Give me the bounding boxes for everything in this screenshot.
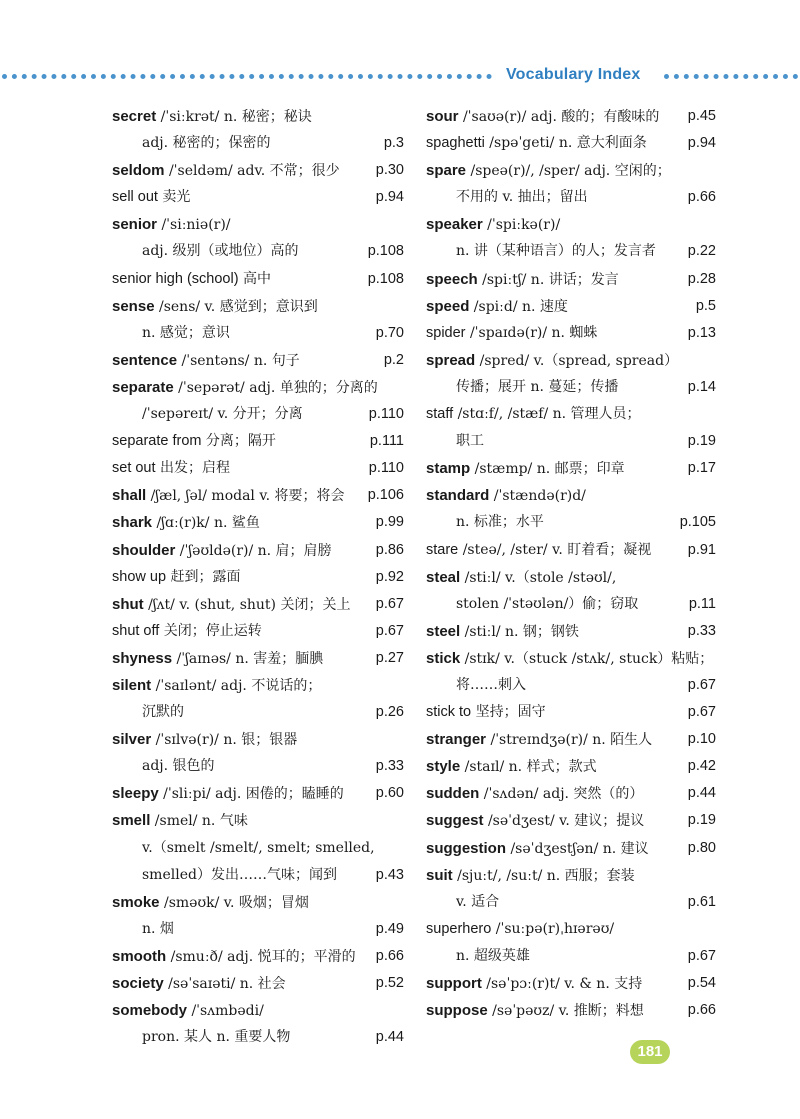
page-reference: p.80 xyxy=(687,839,716,856)
entry-definition: /ʃʌt/ v. (shut, shut) 关闭；关上 xyxy=(143,596,351,613)
entry-definition: /ˈstreɪndʒə(r)/ n. 陌生人 xyxy=(486,732,653,749)
page-number: 181 xyxy=(637,1043,663,1060)
index-entry-line xyxy=(426,753,716,780)
phrase: senior high (school) xyxy=(112,270,239,287)
page-reference: p.66 xyxy=(375,947,404,964)
index-entry-line xyxy=(426,428,716,455)
page-reference: p.26 xyxy=(375,704,404,721)
index-entry-line xyxy=(426,401,716,428)
page-reference: p.42 xyxy=(687,758,716,775)
entry-definition: /ˈsepərət/ adj. 单独的；分离的 xyxy=(173,379,378,396)
phrase: superhero xyxy=(426,920,492,937)
headword: sudden xyxy=(426,785,480,803)
page-reference: p.86 xyxy=(375,541,404,558)
entry-definition: v. 适合 xyxy=(456,893,500,910)
entry-definition: /ˈsɪlvə(r)/ n. 银；银器 xyxy=(151,732,298,749)
entry-definition: 职工 xyxy=(456,433,484,450)
index-entry-line xyxy=(426,211,716,238)
page-reference: p.108 xyxy=(367,243,404,260)
section-header xyxy=(0,66,800,88)
entry-definition: /səˈsaɪəti/ n. 社会 xyxy=(163,976,286,992)
headword: seldom xyxy=(112,162,165,180)
index-entry-line xyxy=(112,293,404,320)
index-entry-line xyxy=(112,1024,404,1051)
headword: steal xyxy=(426,568,461,586)
entry-definition: /ˈsepəreɪt/ v. 分开；分离 xyxy=(142,406,303,423)
headword: speaker xyxy=(426,216,483,234)
index-entry-line xyxy=(426,184,716,211)
page-reference: p.33 xyxy=(375,758,404,775)
index-entry-line xyxy=(426,455,716,482)
index-entry-line xyxy=(112,266,404,293)
page-reference: p.11 xyxy=(688,595,716,612)
index-entry-line xyxy=(112,564,404,591)
phrase: show up xyxy=(112,568,167,585)
headword: smooth xyxy=(112,947,167,965)
page-reference: p.10 xyxy=(687,731,716,748)
entry-definition: adj. 秘密的；保密的 xyxy=(142,135,271,152)
headword: spare xyxy=(426,162,467,180)
page-reference: p.67 xyxy=(687,947,716,964)
headword: shoulder xyxy=(112,541,176,559)
entry-definition: 分离；隔开 xyxy=(201,433,276,450)
headword: standard xyxy=(426,487,490,505)
index-entry-line xyxy=(426,266,716,293)
entry-definition: /speə(r)/, /sper/ adj. 空闲的； xyxy=(466,163,671,180)
entry-definition: /ˈsʌdən/ adj. 突然（的） xyxy=(479,786,644,803)
entry-definition: /sjuːt/, /suːt/ n. 西服；套装 xyxy=(452,867,635,884)
index-entry-line xyxy=(112,835,404,862)
index-entry-line xyxy=(426,807,716,834)
headword: smell xyxy=(112,812,151,830)
page-reference: p.60 xyxy=(375,785,404,802)
entry-definition: 不用的 v. 抽出；留出 xyxy=(456,189,588,206)
headword: senior xyxy=(112,216,158,234)
index-entry-line xyxy=(426,726,716,753)
headword: somebody xyxy=(112,1002,188,1020)
index-entry-line xyxy=(112,211,404,238)
page-reference: p.105 xyxy=(679,514,716,531)
headword: spread xyxy=(426,351,476,369)
page-reference: p.70 xyxy=(375,324,404,341)
entry-definition: /səˈdʒestʃən/ n. 建议 xyxy=(506,840,649,857)
header-title: Vocabulary Index xyxy=(506,66,641,83)
headword: speed xyxy=(426,297,470,315)
entry-definition: smelled）发出……气味；闻到 xyxy=(142,866,337,883)
entry-definition: /stɑːf/, /stæf/ n. 管理人员； xyxy=(453,406,641,423)
index-entry-line xyxy=(426,645,716,672)
entry-definition: 赶到；露面 xyxy=(166,568,241,585)
phrase: stick to xyxy=(426,704,472,721)
page-reference: p.94 xyxy=(375,189,404,206)
entry-definition: /spiːd/ n. 速度 xyxy=(469,298,568,315)
headword: suggestion xyxy=(426,839,507,857)
headword: style xyxy=(426,758,461,776)
index-entry-line xyxy=(112,320,404,347)
index-column-right xyxy=(426,103,716,1024)
index-entry-line xyxy=(426,862,716,889)
index-entry-line xyxy=(112,889,404,916)
phrase: stare xyxy=(426,541,459,558)
page-reference: p.44 xyxy=(375,1029,404,1046)
entry-definition: n. 感觉；意识 xyxy=(142,324,230,341)
entry-definition: /ʃɑː(r)k/ n. 鲨鱼 xyxy=(152,515,260,532)
index-entry-line xyxy=(112,184,404,211)
index-entry-line xyxy=(112,238,404,265)
index-entry-line xyxy=(112,482,404,509)
headword: shark xyxy=(112,514,153,532)
entry-definition: /steə/, /ster/ v. 盯着看；凝视 xyxy=(458,541,652,558)
entry-definition: /ˈsuːpə(r)ˌhɪərəʊ/ xyxy=(491,920,615,937)
index-entry-line xyxy=(426,672,716,699)
entry-definition: 关闭；停止运转 xyxy=(159,622,262,639)
page-reference: p.99 xyxy=(375,514,404,531)
page-reference: p.67 xyxy=(687,676,716,693)
index-entry-line xyxy=(112,401,404,428)
entry-definition: 坚持；固守 xyxy=(471,704,546,721)
entry-definition: n. 烟 xyxy=(142,920,174,937)
headword: suit xyxy=(426,866,453,884)
entry-definition: 将……刺入 xyxy=(456,676,526,693)
headword: speech xyxy=(426,270,478,288)
page-reference: p.92 xyxy=(375,568,404,585)
entry-definition: /spəˈgeti/ n. 意大利面条 xyxy=(484,135,647,152)
page-reference: p.45 xyxy=(687,108,716,124)
headword: stranger xyxy=(426,731,487,749)
index-entry-line xyxy=(426,238,716,265)
headword: society xyxy=(112,975,164,992)
page-reference: p.110 xyxy=(368,406,404,423)
index-entry-line xyxy=(112,807,404,834)
index-entry-line xyxy=(112,997,404,1024)
index-entry-line xyxy=(112,374,404,401)
entry-definition: n. 超级英雄 xyxy=(456,947,530,964)
entry-definition: /səˈpəʊz/ v. 推断；料想 xyxy=(487,1003,644,1020)
headword: steel xyxy=(426,622,461,640)
index-entry-line xyxy=(426,970,716,997)
headword: secret xyxy=(112,108,157,125)
index-entry-line xyxy=(112,130,404,157)
entry-definition: /ˈsiːniə(r)/ xyxy=(157,217,231,234)
index-entry-line xyxy=(426,943,716,970)
index-entry-line xyxy=(112,862,404,889)
entry-definition: 沉默的 xyxy=(142,704,184,721)
entry-definition: /stæmp/ n. 邮票；印章 xyxy=(470,461,625,478)
page-reference: p.17 xyxy=(687,460,716,477)
phrase: shut off xyxy=(112,622,160,639)
entry-definition: stolen /ˈstəʊlən/）偷；窃取 xyxy=(456,595,639,612)
index-entry-line xyxy=(112,455,404,482)
index-entry-line xyxy=(426,916,716,943)
headword: shyness xyxy=(112,649,173,667)
entry-definition: /ˈseldəm/ adv. 不常；很少 xyxy=(164,163,340,180)
index-entry-line xyxy=(426,699,716,726)
entry-definition: /stɪk/ v.（stuck /stʌk/, stuck）粘贴； xyxy=(460,650,714,667)
page-reference: p.66 xyxy=(687,1002,716,1019)
page-reference: p.22 xyxy=(687,243,716,260)
entry-definition: /ˈspaɪdə(r)/ n. 蜘蛛 xyxy=(465,324,598,341)
entry-definition: /stiːl/ n. 钢；钢铁 xyxy=(460,623,579,640)
index-entry-line xyxy=(112,943,404,970)
headword: stamp xyxy=(426,460,471,478)
index-entry-line xyxy=(112,537,404,564)
entry-definition: adj. 级别（或地位）高的 xyxy=(142,243,299,260)
entry-definition: /səˈpɔː(r)t/ v. & n. 支持 xyxy=(481,976,643,992)
entry-definition: n. 讲（某种语言）的人；发言者 xyxy=(456,243,656,260)
index-entry-line xyxy=(112,103,404,130)
page-reference: p.13 xyxy=(687,324,716,341)
page-reference: p.67 xyxy=(375,622,404,639)
page-reference: p.33 xyxy=(687,622,716,639)
index-entry-line xyxy=(426,374,716,401)
index-entry-line xyxy=(112,428,404,455)
phrase: staff xyxy=(426,406,454,423)
phrase: separate from xyxy=(112,433,202,450)
page-reference: p.66 xyxy=(687,189,716,206)
headword: support xyxy=(426,975,482,992)
entry-definition: /sens/ v. 感觉到；意识到 xyxy=(154,298,318,315)
page-reference: p.54 xyxy=(687,975,716,991)
phrase: sell out xyxy=(112,189,158,206)
entry-definition: /səˈdʒest/ v. 建议；提议 xyxy=(483,813,645,830)
index-entry-line xyxy=(426,997,716,1024)
headword: smoke xyxy=(112,893,160,911)
index-entry-line xyxy=(426,618,716,645)
headword: sleepy xyxy=(112,785,159,803)
entry-definition: /ˈsiːkrət/ n. 秘密；秘诀 xyxy=(156,109,312,125)
phrase: set out xyxy=(112,460,156,477)
entry-definition: /stiːl/ v.（stole /stəʊl/, xyxy=(460,569,617,586)
index-entry-line xyxy=(426,130,716,157)
index-entry-line xyxy=(426,591,716,618)
entry-definition: /ʃæl, ʃəl/ modal v. 将要；将会 xyxy=(146,488,345,505)
entry-definition: pron. 某人 n. 重要人物 xyxy=(142,1029,291,1046)
entry-definition: 卖光 xyxy=(157,189,191,206)
headword: sense xyxy=(112,297,155,315)
headword: sour xyxy=(426,108,459,125)
dotted-rule-left xyxy=(2,74,492,79)
index-entry-line xyxy=(112,753,404,780)
index-entry-line xyxy=(426,347,716,374)
page-reference: p.52 xyxy=(375,975,404,991)
entry-definition: /ˈsliːpi/ adj. 困倦的；瞌睡的 xyxy=(158,786,344,803)
index-entry-line xyxy=(112,645,404,672)
entry-definition: /smel/ n. 气味 xyxy=(150,813,248,830)
page-reference: p.27 xyxy=(375,649,404,666)
page-number-badge xyxy=(630,1040,670,1064)
entry-definition: /ˈsentəns/ n. 句子 xyxy=(177,352,300,369)
index-entry-line xyxy=(426,780,716,807)
entry-definition: /ˈsʌmbədi/ xyxy=(187,1003,264,1020)
index-entry-line xyxy=(426,103,716,130)
page-reference: p.2 xyxy=(383,351,404,368)
headword: silver xyxy=(112,731,152,749)
index-column-left xyxy=(112,103,404,1051)
index-entry-line xyxy=(426,509,716,536)
page-reference: p.110 xyxy=(368,460,404,477)
entry-definition: /spiːtʃ/ n. 讲话；发言 xyxy=(477,271,619,288)
entry-definition: v.（smelt /smelt/, smelt; smelled, xyxy=(142,839,375,856)
index-entry-line xyxy=(426,537,716,564)
index-entry-line xyxy=(112,672,404,699)
index-entry-line xyxy=(112,699,404,726)
headword: shut xyxy=(112,595,144,613)
index-entry-line xyxy=(426,835,716,862)
index-entry-line xyxy=(426,293,716,320)
index-entry-line xyxy=(112,780,404,807)
index-entry-line xyxy=(112,591,404,618)
page-reference: p.30 xyxy=(375,162,404,179)
headword: separate xyxy=(112,378,174,396)
entry-definition: /smuːð/ adj. 悦耳的；平滑的 xyxy=(166,948,356,965)
headword: suppose xyxy=(426,1002,488,1020)
dotted-rule-right xyxy=(664,74,798,79)
entry-definition: /ˈspiːkə(r)/ xyxy=(482,217,561,234)
headword: suggest xyxy=(426,812,484,830)
phrase: spider xyxy=(426,324,466,341)
index-entry-line xyxy=(112,618,404,645)
entry-definition: /spred/ v.（spread, spread） xyxy=(475,352,679,369)
entry-definition: /ˈʃaɪnəs/ n. 害羞；腼腆 xyxy=(172,650,324,667)
index-entry-line xyxy=(426,564,716,591)
entry-definition: /sməʊk/ v. 吸烟；冒烟 xyxy=(159,894,309,911)
page-reference: p.19 xyxy=(687,433,716,450)
phrase: spaghetti xyxy=(426,135,485,152)
index-entry-line xyxy=(112,916,404,943)
page-reference: p.14 xyxy=(687,378,716,395)
entry-definition: /staɪl/ n. 样式；款式 xyxy=(460,759,597,776)
page-reference: p.106 xyxy=(367,487,404,504)
entry-definition: /ˈsaʊə(r)/ adj. 酸的；有酸味的 xyxy=(458,109,660,125)
entry-definition: n. 标准；水平 xyxy=(456,514,544,531)
page-reference: p.19 xyxy=(687,812,716,829)
headword: shall xyxy=(112,487,147,505)
page-reference: p.28 xyxy=(687,270,716,287)
page-reference: p.108 xyxy=(367,270,404,287)
index-entry-line xyxy=(112,347,404,374)
entry-definition: 传播；展开 n. 蔓延；传播 xyxy=(456,378,619,395)
headword: silent xyxy=(112,676,152,694)
page-reference: p.5 xyxy=(695,297,716,314)
entry-definition: /ˈsaɪlənt/ adj. 不说话的； xyxy=(151,677,322,694)
page-reference: p.67 xyxy=(375,595,404,612)
entry-definition: /ˈstændə(r)d/ xyxy=(489,488,586,505)
page-reference: p.49 xyxy=(375,920,404,937)
entry-definition: 出发；启程 xyxy=(155,460,230,477)
headword: stick xyxy=(426,649,461,667)
index-entry-line xyxy=(426,482,716,509)
page-reference: p.43 xyxy=(375,866,404,883)
index-entry-line xyxy=(426,157,716,184)
entry-definition: /ˈʃəʊldə(r)/ n. 肩；肩膀 xyxy=(175,542,332,559)
index-entry-line xyxy=(112,726,404,753)
index-entry-line xyxy=(112,970,404,997)
entry-definition: adj. 银色的 xyxy=(142,758,215,775)
page-reference: p.91 xyxy=(687,541,716,558)
page-reference: p.3 xyxy=(383,135,404,152)
entry-definition: 高中 xyxy=(238,270,271,287)
page-reference: p.67 xyxy=(687,704,716,721)
page-reference: p.94 xyxy=(687,135,716,152)
index-entry-line xyxy=(426,320,716,347)
page-reference: p.44 xyxy=(687,785,716,802)
page-reference: p.61 xyxy=(687,893,716,910)
index-entry-line xyxy=(112,157,404,184)
headword: sentence xyxy=(112,351,178,369)
page-reference: p.111 xyxy=(369,433,404,450)
index-entry-line xyxy=(112,509,404,536)
index-entry-line xyxy=(426,889,716,916)
